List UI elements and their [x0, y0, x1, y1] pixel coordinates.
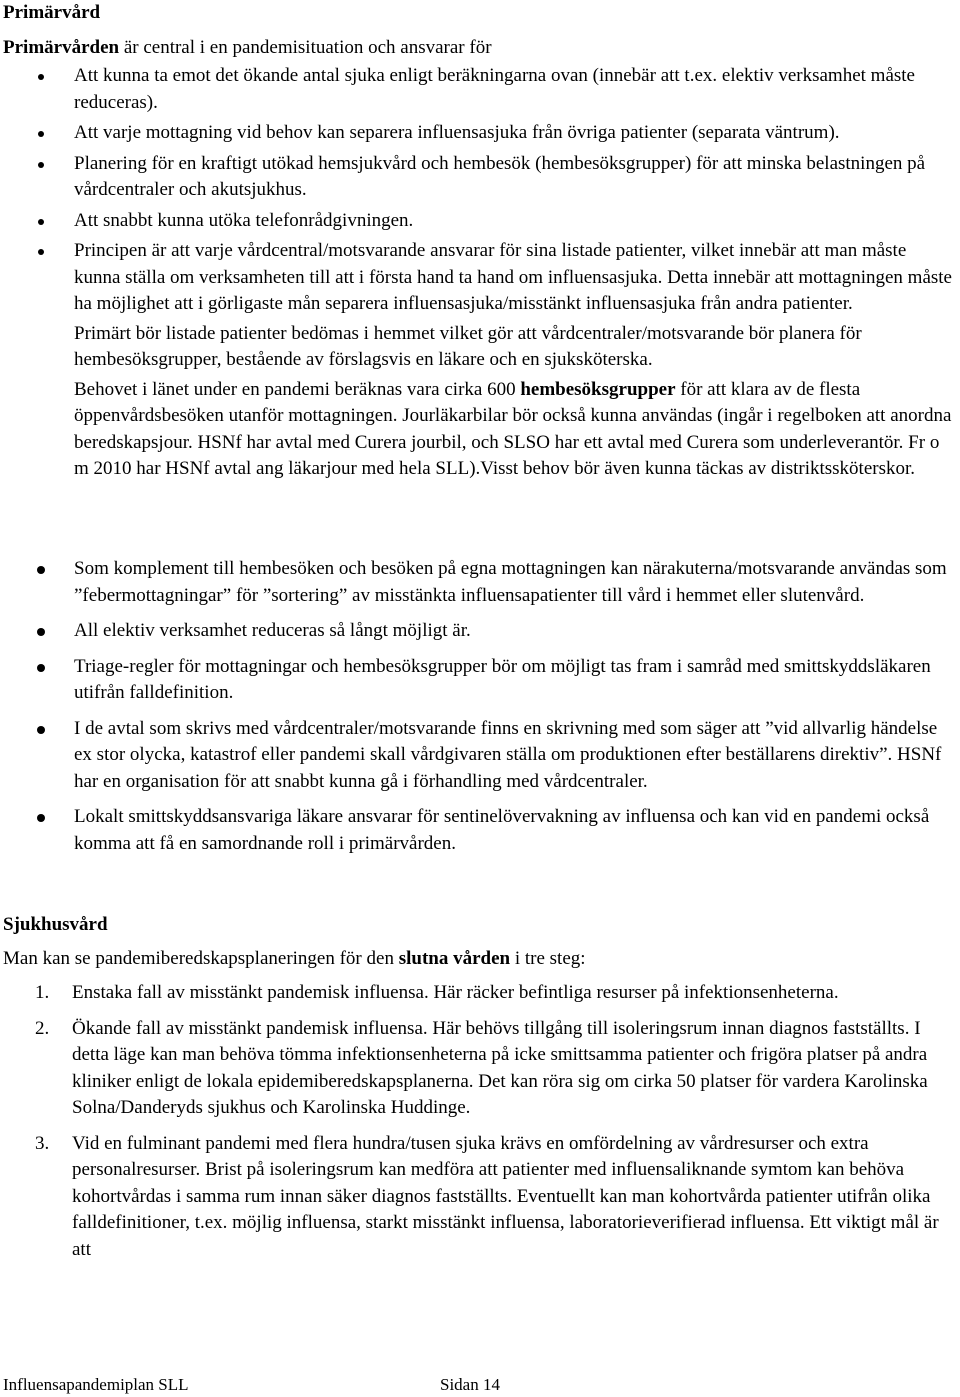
bullet-icon	[38, 131, 44, 137]
bullet-icon	[38, 162, 44, 168]
list-item	[0, 716, 956, 796]
list-item-text: Triage-regler för mottagningar och hembesöksgrupper bör om möjligt tas fram i samråd med smittskyddsläkaren utifrån falldefinition.	[74, 655, 931, 703]
primarvard-intro	[3, 35, 956, 62]
list-item	[0, 151, 956, 204]
list-item-text: Att varje mottagning vid behov kan separera influensasjuka från övriga patienter (separata väntrum).	[74, 122, 840, 143]
list-item	[0, 1016, 956, 1122]
intro-text-a: Man kan se pandemiberedskapsplaneringen för den	[3, 948, 399, 969]
intro-text-b: i tre steg:	[510, 948, 586, 969]
bullet-icon	[37, 726, 45, 734]
principle-paragraph-3	[74, 377, 956, 483]
bullet-icon	[37, 664, 45, 672]
step-number: 2.	[35, 1017, 50, 1039]
step-text: Enstaka fall av misstänkt pandemisk influensa. Här räcker befintliga resurser på infektionsenheterna.	[72, 982, 839, 1003]
bullet-icon	[37, 814, 45, 822]
p3-text-b: för att klara av de flesta öppenvårdsbesöken utanför mottagningen. Jourläkarbilar bör också kunna användas (ingår i regelboken att anordna beredskapsjour. HSNf har avtal med Curera jourbil, och SLSO har ett avtal med Curera som underleverantör. Fr o m 2010 har HSNf avtal ang läkarjour med hela SLL).Visst behov bör även kunna täckas av distriktssköterskor.	[74, 378, 952, 479]
step-number: 3.	[35, 1132, 50, 1154]
list-item	[0, 238, 956, 483]
bullet-icon	[38, 219, 44, 225]
sjukhusvard-step-list	[0, 980, 956, 1263]
bullet-icon	[38, 249, 44, 255]
step-text: Vid en fulminant pandemi med flera hundra/tusen sjuka krävs en omfördelning av vårdresurser och extra personalresurser. Brist på isoleringsrum kan medföra att patienter med influensaliknande symtom kan behöva kohortvårdas i samma rum innan säker diagnos fastställts. Eventuellt kan man kohortvårda patienter utifrån olika falldefinitioner, t.ex. möjlig influensa, starkt misstänkt influensa, laboratorieverifierad influensa. Ett viktigt mål är att	[72, 1132, 939, 1260]
primarvard-bullet-list-2	[0, 556, 956, 857]
list-item	[0, 654, 956, 707]
list-item-text: Att snabbt kunna utöka telefonrådgivningen.	[74, 209, 414, 231]
list-item	[0, 804, 956, 857]
list-item-text: Som komplement till hembesöken och besöken på egna mottagningen kan närakuterna/motsvarande användas som ”febermottagningar” för ”sortering” av misstänkta influensapatienter till vård i hemmet eller slutenvård.	[74, 558, 947, 606]
intro-rest: är central i en pandemisituation och ansvarar för	[119, 37, 492, 58]
step-number: 1.	[35, 982, 50, 1003]
list-item	[0, 980, 956, 1007]
list-item-text: Planering för en kraftigt utökad hemsjukvård och hembesök (hembesöksgrupper) för att minska belastningen på vårdcentraler och akutsjukhus.	[74, 152, 926, 200]
p3-bold: hembesöksgrupper	[520, 378, 676, 400]
list-item	[0, 556, 956, 609]
principle-paragraph-1: Principen är att varje vårdcentral/motsvarande ansvarar för sina listade patienter, vilket innebär att man måste kunna ställa om verksamheten till att i första hand ta hand om influensasjuka. Detta innebär att mottagningen måste ha möjlighet att i görligaste mån separera influensasjuka/misstänkt influensasjuka från andra patienter.	[74, 240, 952, 314]
list-item	[0, 120, 956, 147]
list-item	[0, 618, 956, 645]
section-heading-primarvard: Primärvård	[3, 2, 101, 23]
step-text: Ökande fall av misstänkt pandemisk influensa. Här behövs tillgång till isoleringsrum innan diagnos fastställts. I detta läge kan man behöva tömma infektionsenheterna på icke smittsamma patienter och frigöra platser på andra kliniker enligt de lokala epidemiberedskapsplanerna. Det kan röra sig om cirka 50 platser för vardera Karolinska Solna/Danderyds sjukhus och Karolinska Huddinge.	[72, 1017, 928, 1118]
bullet-icon	[37, 628, 45, 636]
principle-paragraph-2: Primärt bör listade patienter bedömas i hemmet vilket gör att vårdcentraler/motsvarande bör planera för hembesöksgrupper, bestående av förslagsvis en läkare och en sjuksköterska.	[74, 322, 862, 370]
list-item-text: All elektiv verksamhet reduceras så långt möjligt är.	[74, 620, 471, 641]
list-item-text: I de avtal som skrivs med vårdcentraler/motsvarande finns en skrivning med som säger att ”vid allvarlig händelse ex stor olycka, katastrof eller pandemi skall vårdgivaren ställa om produktionen efter beställarens direktiv”. HSNf har en organisation för att snabbt kunna gå i förhandling med vårdcentraler.	[74, 717, 942, 792]
primarvard-bullet-list	[0, 63, 956, 483]
footer-document-name: Influensapandemiplan SLL	[3, 1375, 189, 1394]
list-item-text: Att kunna ta emot det ökande antal sjuka enligt beräkningarna ovan (innebär att t.ex. elektiv verksamhet måste reduceras).	[74, 65, 915, 113]
list-item	[0, 63, 956, 116]
section-heading-sjukhusvard: Sjukhusvård	[3, 914, 108, 935]
bullet-icon	[38, 74, 44, 80]
footer-page-number: Sidan 14	[440, 1375, 500, 1394]
list-item	[0, 208, 956, 235]
intro-bold: slutna vården	[398, 948, 511, 969]
intro-bold: Primärvården	[3, 37, 120, 58]
p3-text-a: Behovet i länet under en pandemi beräknas vara cirka 600	[74, 378, 521, 400]
list-item-text: Lokalt smittskyddsansvariga läkare ansvarar för sentinelövervakning av influensa och kan vid en pandemi också komma att få en samordnande roll i primärvården.	[74, 806, 930, 854]
list-item	[0, 1131, 956, 1264]
sjukhusvard-intro	[3, 946, 956, 973]
bullet-icon	[37, 566, 45, 574]
